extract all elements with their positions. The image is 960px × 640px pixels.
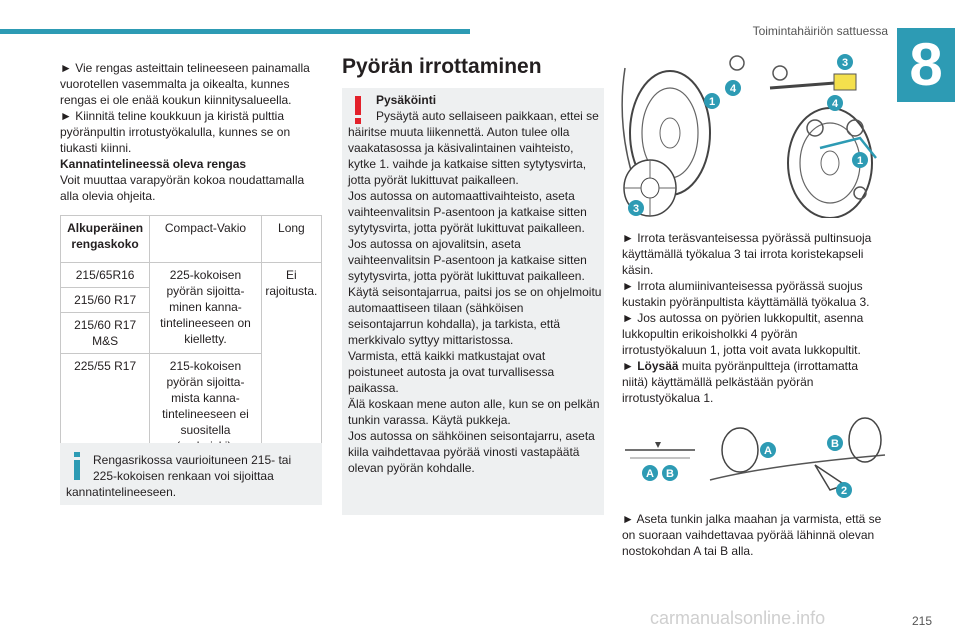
tire-size-table <box>60 215 322 459</box>
running-title: Toimintahäiriön sattuessa <box>752 24 888 38</box>
callout-2 <box>836 482 852 498</box>
table-header: Compact-Vakio <box>150 216 262 263</box>
car-jack-drawing <box>710 418 885 490</box>
callout-label: 4 <box>831 98 839 110</box>
watermark: carmanualsonline.info <box>650 608 826 628</box>
callout-1 <box>704 93 720 109</box>
warning-text: Älä koskaan mene auton alle, kun se on pelkän tunkin varassa. Käytä pukkeja. <box>348 397 600 427</box>
info-note <box>60 443 322 505</box>
table-header: Long <box>261 216 321 263</box>
callout-label: B <box>666 468 674 480</box>
column-right-text-bottom <box>622 511 884 559</box>
wheel-with-tool-drawing <box>770 74 876 218</box>
instruction-paragraph: Voit muuttaa varapyörän kokoa noudattamalla alla olevia ohjeita. <box>60 173 305 203</box>
subheading: Kannatintelineessä oleva rengas <box>60 157 247 171</box>
callout-label: 1 <box>856 155 864 167</box>
callout-b <box>662 465 678 481</box>
chapter-number-tab: 8 <box>897 28 955 102</box>
instruction-paragraph: ► Löysää muita pyöränpultteja (irrottamatta niitä) käyttämällä pelkästään pyörän irrotustyökalua 1. <box>622 359 859 405</box>
warning-box <box>342 88 604 515</box>
warning-text: Jos autossa on sähköinen seisontajarru, aseta kiila vaihdettavaa pyörää vinosti vastapäätä olevan pyörän kohdalle. <box>348 429 595 475</box>
callout-a <box>760 442 776 458</box>
instruction-paragraph: ► Aseta tunkin jalka maahan ja varmista, että se on suoraan vaihdettavaa pyörää lähinnä olevan nostokohdan A tai B alla. <box>622 512 882 558</box>
instruction-paragraph: ► Kiinnitä teline koukkuun ja kiristä pulttia pyöränpultin irrotustyökalulla, kunnes se on tiukasti kiinni. <box>60 109 291 155</box>
table-cell: 215/65R16 <box>61 263 150 288</box>
callout-3 <box>837 54 853 70</box>
callout-a <box>642 465 658 481</box>
table-cell: 215/60 R17 M&S <box>61 313 150 354</box>
info-text <box>93 452 315 484</box>
callout-label: 2 <box>840 485 848 497</box>
instruction-paragraph: ► Irrota alumiinivanteisessa pyörässä suojus kustakin pyöränpultista käyttämällä työkalua 3. <box>622 279 870 309</box>
info-line: kannatintelineeseen. <box>66 485 177 499</box>
warning-title: Pysäköinti <box>376 93 437 107</box>
table-header: Alkuperäinen rengaskoko <box>61 216 150 263</box>
warning-text: Pysäytä auto sellaiseen paikkaan, ettei se häiritse muuta liikennettä. Auton tulee olla vaakatasossa ja käsivalintainen vaihteisto, kytke 1. vaihde ja katkaise sitten sytytysvirta, jotta pyörät lukittuvat paikalleen. <box>348 109 599 187</box>
section-title: Pyörän irrottaminen <box>342 55 542 78</box>
table-row <box>61 263 322 288</box>
table-cell: 225-kokoisen pyörän sijoitta-minen kanna-tintelineeseen on kielletty. <box>150 263 262 354</box>
table-cell: Ei rajoitusta. <box>261 263 321 459</box>
callout-label: A <box>764 445 772 457</box>
table-cell: 215-kokoisen pyörän sijoitta-mista kanna-tintelineeseen ei suositella <box>150 354 262 459</box>
callout-label: 4 <box>729 83 737 95</box>
callout-1 <box>852 152 868 168</box>
callout-3 <box>628 200 644 216</box>
instruction-paragraph: ► Vie rengas asteittain telineeseen painamalla vuorotellen vasemmalta ja oikealta, kunnes rengas ei ole enää koukun kiinnitysalueella. <box>60 61 310 107</box>
instruction-paragraph: ► Irrota teräsvanteisessa pyörässä pultinsuoja käyttämällä työkalua 3 tai irrota koristekapseli käsin. <box>622 231 872 277</box>
header-accent-bar <box>0 29 470 34</box>
callout-label: B <box>831 438 839 450</box>
instruction-paragraph: ► Jos autossa on pyörien lukkopultit, asenna lukkopultin erikoisholkki 4 pyörän irrotustyökaluun 1, jotta voit avata lukkopultit. <box>622 311 864 357</box>
column-right-text <box>622 230 884 406</box>
warning-text: Käytä seisontajarrua, paitsi jos se on ohjelmoitu automaattiseen tilaan (sähköisen seisontajarrun kohdalla), ja tarkista, että merkkivalo syttyy mittaristossa. <box>348 285 602 347</box>
callout-b <box>827 435 843 451</box>
jack-position-illustration <box>620 410 886 502</box>
column-left <box>60 60 322 459</box>
callout-label: 3 <box>632 203 640 215</box>
instruction-text: muita pyöränpultteja (irrottamatta niitä) käyttämällä pelkästään pyörän irrotustyökalua 1. <box>622 359 859 405</box>
callout-label: 1 <box>708 96 716 108</box>
table-cell: 215/60 R17 <box>61 288 150 313</box>
wheel-removal-illustration <box>620 48 886 218</box>
callout-4 <box>827 95 843 111</box>
warning-text: Jos autossa on automaattivaihteisto, aseta vaihteenvalitsin P-asentoon ja katkaise sitten sytytysvirta, jotta pyörät lukittuvat paikalleen. <box>348 189 587 235</box>
info-icon <box>68 452 86 480</box>
table-header-row <box>61 216 322 263</box>
jack-point-detail-drawing <box>625 442 695 458</box>
table-cell: 225/55 R17 <box>61 354 150 459</box>
page-number: 215 <box>912 614 933 628</box>
bold-verb: Löysää <box>637 359 679 373</box>
warning-text: Jos autossa on ajovalitsin, aseta vaihteenvalitsin P-asentoon ja katkaise sitten sytytysvirta, jotta pyörät lukittuvat paikalleen. <box>348 237 587 283</box>
info-line: 225-kokoisen renkaan voi sijoittaa <box>93 469 274 483</box>
warning-body <box>348 108 602 476</box>
callout-label: A <box>646 468 654 480</box>
warning-text: Varmista, että kaikki matkustajat ovat poistuneet autosta ja ovat turvallisessa paikassa. <box>348 349 555 395</box>
callout-label: 3 <box>841 57 849 69</box>
info-line: Rengasrikossa vaurioituneen 215- tai <box>93 453 292 467</box>
callout-4 <box>725 80 741 96</box>
